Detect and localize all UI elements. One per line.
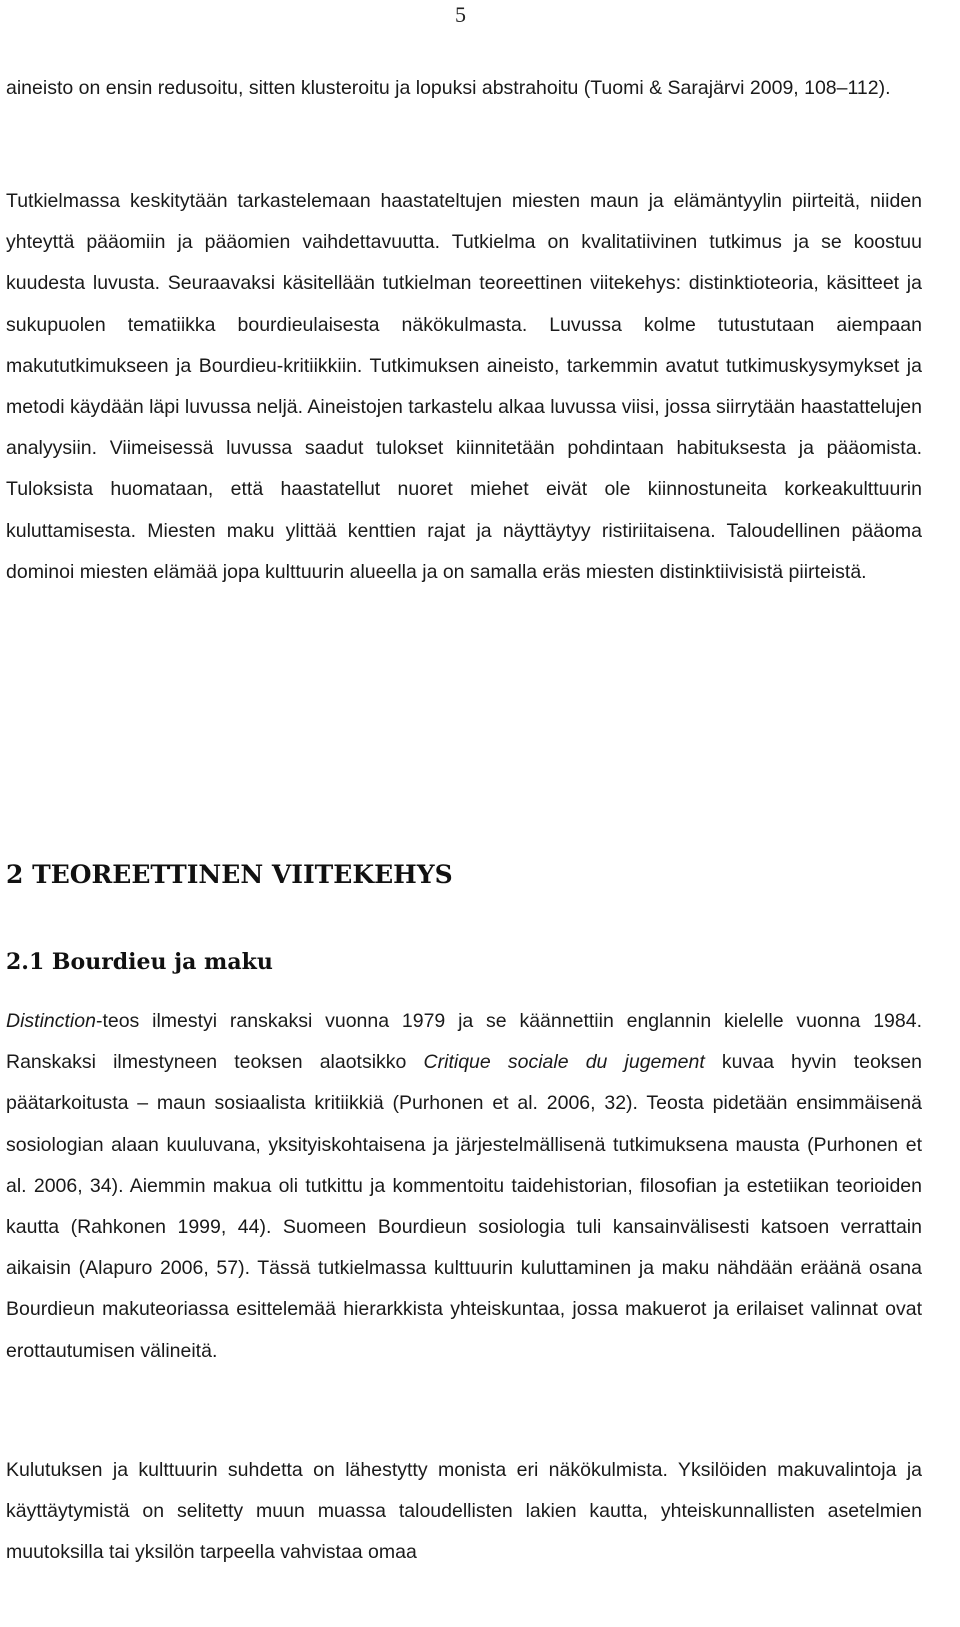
paragraph-distinction (6, 1001, 922, 1372)
book-title-distinction: Distinction (6, 1010, 96, 1032)
paragraph-method-summary: aineisto on ensin redusoitu, sitten klusteroitu ja lopuksi abstrahoitu (Tuomi & Sarajärvi 2009, 108–112). (6, 77, 891, 99)
page-number: 5 (455, 2, 466, 27)
chapter-heading: 2 TEOREETTINEN VIITEKEHYS (6, 860, 453, 889)
book-subtitle: Critique sociale du jugement (423, 1051, 705, 1074)
section-heading: 2.1 Bourdieu ja maku (6, 949, 273, 975)
paragraph-distinction-text-2: kuvaa hyvin teoksen päätarkoitusta – maun sosiaalista kritiikkiä (Purhonen et al. 2006, 32). Teosta pidetään ensimmäisenä sosiologian alaan kuuluvana, yksityiskohtaisena ja järjestelmällisenä tutkimuksena mausta (Purhonen et al. 2006, 34). Aiemmin makua oli tutkittu ja kommentoitu taidehistorian, filosofian ja estetiikan teorioiden kautta (Rahkonen 1999, 44). Suomeen Bourdieun sosiologia tuli kansainvälisesti katsoen verrattain aikaisin (Alapuro 2006, 57). Tässä tutkielmassa kulttuurin kuluttaminen ja maku nähdään eräänä osana Bourdieun makuteoriassa esittelemää hierarkkista yhteiskuntaa, jossa makuerot ja erilaiset valinnat ovat erottautumisen välineitä. (6, 1051, 923, 1362)
paragraph-distinction-text-1: -teos ilmestyi ranskaksi vuonna 1979 ja se käännettiin englannin kielelle vuonna 1984. Ranskaksi ilmestyneen teoksen alaotsikko (6, 1010, 922, 1074)
paragraph-consumption: Kulutuksen ja kulttuurin suhdetta on lähestytty monista eri näkökulmista. Yksilöiden makuvalintoja ja käyttäytymistä on selitetty muun muassa taloudellisten lakien kautta, yhteiskunnallisten asetelmien muutoksilla tai yksilön tarpeella vahvistaa omaa (6, 1459, 922, 1564)
paragraph-thesis-structure: Tutkielmassa keskitytään tarkastelemaan haastateltujen miesten maun ja elämäntyylin piirteitä, niiden yhteyttä pääomiin ja pääomien vaihdettavuutta. Tutkielma on kvalitatiivinen tutkimus ja se koostuu kuudesta luvusta. Seuraavaksi käsitellään tutkielman teoreettinen viitekehys: distinktioteoria, käsitteet ja sukupuolen tematiikka bourdieulaisesta näkökulmasta. Luvussa kolme tutustutaan aiempaan makututkimukseen ja Bourdieu-kritiikkiin. Tutkimuksen aineisto, tarkemmin avatut tutkimuskysymykset ja metodi käydään läpi luvussa neljä. Aineistojen tarkastelu alkaa luvussa viisi, jossa siirrytään haastattelujen analyysiin. Viimeisessä luvussa saadut tulokset kiinnitetään pohdintaan habituksesta ja pääomista. Tuloksista huomataan, että haastatellut nuoret miehet eivät ole kiinnostuneita korkeakulttuurin kuluttamisesta. Miesten maku ylittää kenttien rajat ja näyttäytyy ristiriitaisena. Taloudellinen pääoma dominoi miesten elämää jopa kulttuurin alueella ja on samalla eräs miesten distinktiivisistä piirteistä. (6, 190, 922, 583)
